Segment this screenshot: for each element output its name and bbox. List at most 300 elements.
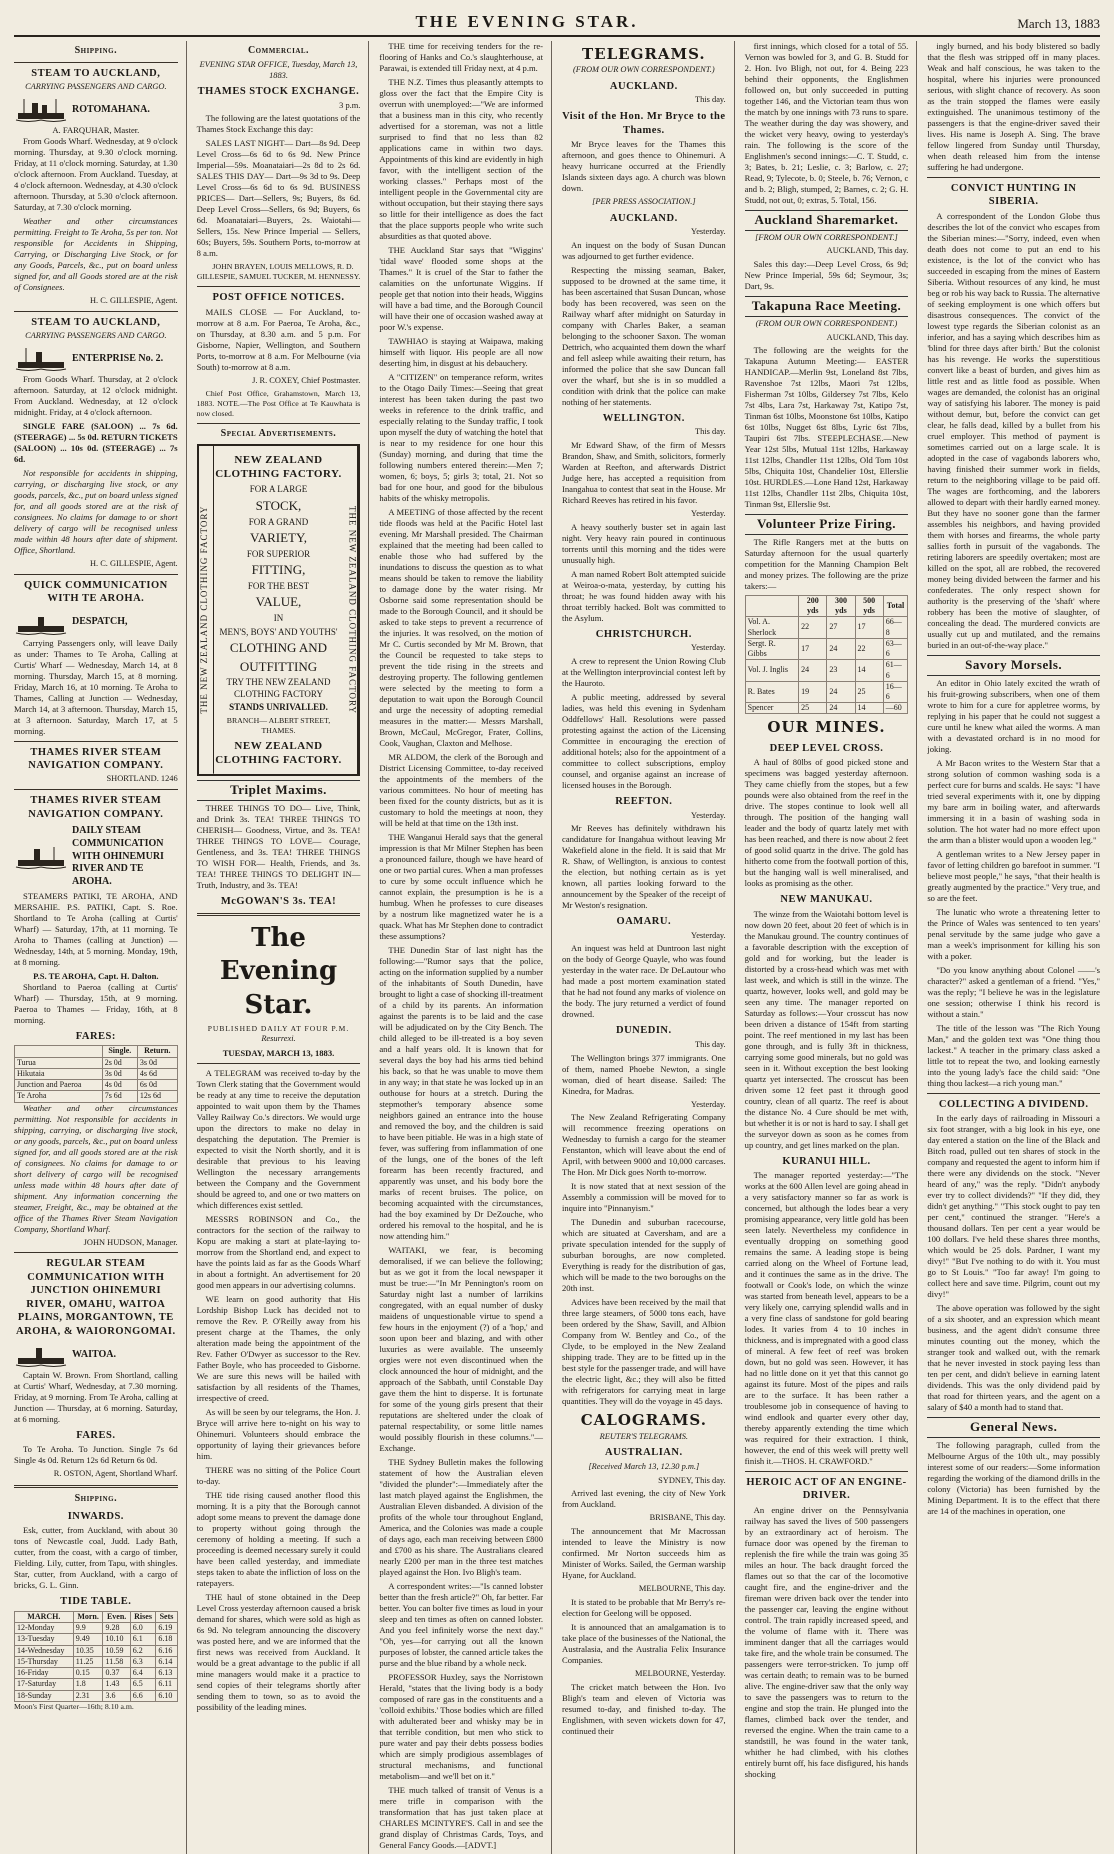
news-paragraph: A man named Robert Bolt attempted suicide at Weiroa-o-mata, yesterday, by cutting his throat; he was found hidden away with his throat terribly hacked. Bolt was committed to the Asylum. xyxy=(562,568,726,623)
sailing-schedule: Shortland to Paeroa (calling at Curtis' Wharf) — Thursday, 15th, at 9 morning. Paeroa to Thames — Friday, 16th, at 8 morning. xyxy=(14,982,178,1026)
ship-name: ROTOMAHANA. xyxy=(72,103,150,115)
table-cell: 17 xyxy=(799,638,827,659)
leader-date: TUESDAY, MARCH 13, 1883. xyxy=(222,1048,335,1059)
stock-quotations: SALES LAST NIGHT— Dart—8s 9d. Deep Level Cross—6s 6d to 6s 9d. New Prince Imperial—59s. Moanataiari—2s 8d to 2s 6d. SALES THIS DAY— Dart—9s 3d to 9s. Deep Level Cross—6s 6d to 6s 9d. BUSINESS PRICES— Dart—Sellers, 9s; Buyers, 8s 6d. Deep Level Cross—Sellers, 6s 9d; Buyers, 6s 6d. Moanataiari—Buyers, 2s. Waiotahi—Sellers, 15s. New Prince Imperial — Sellers, 60s; Buyers, 59s. Southern Ports, to-morrow at 8 a.m. xyxy=(196,138,361,259)
article-heading: Savory Morsels. xyxy=(927,655,1100,676)
table-cell: 24 xyxy=(827,638,855,659)
received-note: [Received March 13, 12.30 p.m.] xyxy=(588,1461,700,1471)
news-paragraph: An editor in Ohio lately excited the wrath of his fruit-growing subscribers, when one of them wrote to him for a cure for appletree worms, by replying in his paper that he could not suggest a cure until he knew what ailed the worms. A man with a devastated orchard is in no mood for joking. xyxy=(927,677,1100,754)
leader-paragraph: THERE was no sitting of the Police Court to-day. xyxy=(196,1465,361,1487)
fares-heading: FARES: xyxy=(75,1031,116,1043)
news-paragraph: Arrived last evening, the city of New York from Auckland. xyxy=(562,1488,726,1510)
paper-nameplate: The Evening Star. xyxy=(219,923,338,1020)
news-paragraph: It is stated to be probable that Mr Berry's re-election for Geelong will be opposed. xyxy=(562,1596,726,1618)
table-row xyxy=(15,1091,178,1102)
table-row xyxy=(15,1690,178,1701)
table-cell: 0.15 xyxy=(73,1668,103,1679)
agent-signature: JOHN HUDSON, Manager. xyxy=(83,1237,178,1247)
table-cell: 6.18 xyxy=(156,1634,177,1645)
news-paragraph: "Do you know anything about Colonel ——'s character?" asked a gentleman of a friend. "Yes," was the reply; "I believe he was in the legislature one session; otherwise I think his record is without a stain." xyxy=(927,964,1100,1019)
leader-paragraph: THE haul of stone obtained in the Deep Level Cross yesterday afternoon caused a brisk demand for shares, which were sold as high as 6s 9d. No telegram announcing the discovery was posted here, and we are informed that the first news was received from Auckland. It would be a great advantage to the public if all mine managers would make it a practice to send copies of their telegrams shortly after sending them to town, so as to avoid the possibility of the leading mines. xyxy=(196,1592,361,1713)
table-cell: 66—8 xyxy=(883,617,908,638)
tide-note: Moon's First Quarter—16th; 8.10 a.m. xyxy=(14,1701,134,1711)
dateline: Yesterday. xyxy=(690,227,726,237)
place-heading: OAMARU. xyxy=(616,916,672,928)
table-cell: 16—6 xyxy=(883,681,908,702)
ad-side-text: THE NEW ZEALAND CLOTHING FACTORY xyxy=(199,446,214,774)
ad-branch: BRANCH— ALBERT STREET, THAMES. xyxy=(226,715,331,735)
section-heading: Special Advertisements. xyxy=(220,427,337,439)
ad-line: STANDS UNRIVALLED. xyxy=(229,702,328,713)
table-cell: 9.28 xyxy=(103,1623,130,1634)
time-stamp: 3 p.m. xyxy=(339,100,361,110)
news-paragraph: The cricket match between the Hon. Ivo Bligh's team and eleven of Victoria was resumed to-day, and finished to-day. The Englishmen, with seven wickets down for 47, continued their xyxy=(562,1681,726,1736)
ad-heading: STEAM TO AUCKLAND, xyxy=(31,67,161,79)
table-cell: 1.43 xyxy=(103,1679,130,1690)
news-paragraph: TAWHIAO is staying at Waipawa, making himself with liquor. His people are all now deserting him, in disgust at his debauchery. xyxy=(379,336,543,368)
news-paragraph: It is now stated that at next session of the Assembly a commission will be moved for to inquire into "Pinnanyism." xyxy=(562,1181,726,1214)
shipping-notice: Not responsible for accidents in shipping, carrying, or discharging live stock, or any goods, parcels, &c., put on board unless signed for, and all goods stored are at the risk of consignees. No claims for damage to or short delivery of cargo will be recognised unless made within 48 hours after date of shipment. Office, Shortland. xyxy=(14,467,178,555)
tide-col: Rises xyxy=(130,1611,156,1622)
dateline: MELBOURNE, Yesterday. xyxy=(635,1668,726,1678)
news-paragraph: The announcement that Mr Macrossan intended to leave the Ministry is now confirmed. Mr Norton succeeds him as Minister of Works. Sailed, the German warship Hyane, for Auckland. xyxy=(562,1526,726,1580)
score-col xyxy=(745,595,799,616)
table-cell: 9.9 xyxy=(73,1623,103,1634)
table-cell: 25 xyxy=(799,703,827,714)
ad-title: NEW ZEALAND CLOTHING FACTORY. xyxy=(215,739,342,766)
table-cell: 14 xyxy=(855,660,883,681)
table-row xyxy=(15,1645,178,1656)
news-paragraph: A gentleman writes to a New Jersey paper in favor of letting children go barefoot in summer. "I believe most people," he says, "that their health is greatly augmented by the practice." Very true, and so are the feet. xyxy=(927,848,1100,903)
ad-line: FOR A GRAND xyxy=(248,516,309,527)
table-cell: R. Bates xyxy=(745,681,799,702)
table-cell: 22 xyxy=(855,638,883,659)
divider xyxy=(197,423,361,424)
fares-col xyxy=(15,1046,103,1057)
table-cell: 24 xyxy=(827,703,855,714)
table-cell: 3.6 xyxy=(103,1690,130,1701)
ship-name: P.S. TE AROHA, Capt. H. Dalton. xyxy=(33,971,159,982)
dateline: BRISBANE, This day. xyxy=(649,1513,726,1523)
table-cell: Te Aroha xyxy=(15,1091,103,1102)
tide-col: Sets xyxy=(156,1611,177,1622)
article-heading: Takapuna Race Meeting. xyxy=(745,296,909,317)
clothing-factory-ad xyxy=(197,444,361,776)
table-cell: 18-Sunday xyxy=(15,1690,74,1701)
ad-heading: QUICK COMMUNICATION WITH TE AROHA. xyxy=(23,579,168,605)
ad-heading: STEAM TO AUCKLAND, xyxy=(31,316,161,328)
table-row xyxy=(745,638,908,659)
article-heading: KURANUI HILL. xyxy=(782,1155,871,1167)
news-paragraph: THE N.Z. Times thus pleasantly attempts to gloss over the fact that the Empire City is overrun with unemployed:—"We are informed that a business man in this city, who recently advertised for a storeman, was not a little surprised to find that no less than 82 applications came in within two days. Appointments of this kind are evidently in high favor, with the intelligent section of the working classes." Perhaps most of the intelligent people in the Governmental city are without occupation, but their staying there says so little for their intelligence as does the fact that the place supports people who write such absurdities as that quoted above. xyxy=(379,77,543,241)
news-paragraph: An engine driver on the Pennsylvania railway has saved the lives of 500 passengers by an extraordinary act of heroism. The furnace door was opened by the fireman to replenish the fire while the train was going 35 miles an hour. The back draught forced the flames out so that the car of the locomotive caught fire, and the engine-driver and the fireman were driven back over the tender into the passenger car, leaving the engine without control. The train rapidly increased speed, and the volume of flame with it. There was imminent danger that all the carriages would take fire, and the whole train be consumed. The passengers were terror-stricken. To jump off was certain death; to remain was to be burned alive. The engine-driver saw that the only way to save the passengers was to return to the engine and stop the train. He plunged into the flames, climbed back over the tender, and reversed the engine. When the train came to a standstill, he was found in the water tank, whither he had climbed, with his clothes entirely burnt off, his face disfigured, his hands shocking xyxy=(744,1504,909,1779)
dateline: AUCKLAND, This day. xyxy=(826,332,909,342)
section-subheading: [PER PRESS ASSOCIATION.] xyxy=(592,197,696,206)
divider xyxy=(14,789,178,790)
table-cell: 17 xyxy=(855,617,883,638)
place-heading: REEFTON. xyxy=(615,796,673,808)
table-cell: 7s 6d xyxy=(102,1091,137,1102)
section-heading: OUR MINES. xyxy=(767,718,886,737)
section-subheading: (FROM OUR OWN CORRESPONDENT.) xyxy=(572,65,715,75)
dateline: Yesterday. xyxy=(690,509,726,519)
news-paragraph: Mr Reeves has definitely withdrawn his candidature for Inangahua without leaving Mr Wakefield alone in the field. It is said that Mr R. Shaw, of Wellington, is anxious to contest the election, but nothing certain as is yet known, all parties looking forward to the announcement by the Speaker of the receipt of Mr Weston's resignation. xyxy=(562,823,726,911)
column-6 xyxy=(927,41,1100,1854)
column-3 xyxy=(379,41,552,1854)
table-cell: 11.25 xyxy=(73,1656,103,1667)
divider xyxy=(14,1252,178,1253)
divider xyxy=(197,1063,361,1064)
leader-paragraph: A TELEGRAM was received to-day by the Town Clerk stating that the Government would be ready at any time to receive the deputation appointed to wait upon them by the Thames Valley Railway Co.'s directors. We would urge upon the directors to make no delay in despatching the deputation. The Premier is expected to visit the North shortly, and it is desirable that previous to his leaving Wellington the necessary arrangements between the Company and the Government should be agreed to, and one or two matters on which differences exist settled. xyxy=(196,1068,361,1211)
table-cell: 24 xyxy=(827,681,855,702)
dateline: EVENING STAR OFFICE, Tuesday, March 13, 1883. xyxy=(199,59,358,80)
fares-table xyxy=(14,1045,178,1102)
place-heading: WELLINGTON. xyxy=(602,412,685,424)
news-paragraph: The Wellington brings 377 immigrants. One of them, named Phoebe Newton, a single woman, died of heart disease. Sailed: The Kinedra, for Madras. xyxy=(562,1052,726,1096)
article-heading: AUSTRALIAN. xyxy=(605,1447,683,1459)
news-paragraph: THE Wanganui Herald says that the general impression is that Mr Milner Stephen has been a pronounced failure, though we have heard of one or two partial cures. When a man professes to cure by some occult influence which he cannot explain, the presumption is he is a humbug. When he professes to cure diseases by a nostrum like magnetized water he is a quack. What has Mr Stephen done to contradict these assumptions? xyxy=(379,832,543,941)
ad-line: FOR A LARGE xyxy=(249,484,308,495)
column-2 xyxy=(197,41,370,1854)
leader-paragraph: THE tide rising caused another flood this morning. It is a pity that the Borough cannot adopt some means to prevent the damage done to property without going through the ceremony of holding a meeting. If such a proceeding is deemed necessary surely it could have been called yesterday, and immediate steps taken to abate the infliction of loss on the ratepayers. xyxy=(196,1490,361,1589)
news-paragraph: A MEETING of those affected by the recent tide floods was held at the Pacific Hotel last evening. Mr Marshall presided. The Chairman explained that the meeting had been called to enable those who had suffered by the inundations to discuss the question as to what means should be taken to remove the liability to damage done by the water rising. Mr Osborne said some representation should be made to the Borough Council, and it should be asked to take steps to prevent a recurrence of the injuries. It was resolved, on the motion of Mr C. Curtis seconded by Mr M. Brown, that the Council be requested to take steps to prevent the tide rising in the streets and destroying property. The following gentlemen were selected by the meeting to form a deputation to wait upon the Borough Council and urge the necessity of adopting remedial measures in the matter:— Messrs Marshall, Brown, McCaul, McGregor, Frater, Collins, Cook, Vaughan, Claxton and Melhose. xyxy=(379,507,543,748)
ad-word: VALUE, xyxy=(255,594,302,610)
agent-signature: R. OSTON, Agent, Shortland Wharf. xyxy=(53,1469,178,1479)
score-col: 200 yds xyxy=(799,595,827,616)
divider xyxy=(927,1093,1100,1094)
ship-ad xyxy=(14,346,178,372)
dateline: This day. xyxy=(695,427,726,437)
ship-name: DESPATCH, xyxy=(72,616,128,628)
article-heading: COLLECTING A DIVIDEND. xyxy=(938,1098,1089,1110)
news-paragraph: THE Sydney Bulletin makes the following statement of how the Australian eleven "divided the plunder":—Immediately after the last match played against the Englishmen, the Australian Eleven disbanded. A division of the profits of the whole tour throughout England, America, and the Colonies was made a couple of days ago, each man receiving between £800 and £700 as his share. The Australians cleared nearly £200 per man in the three test matches played against the Hon. Ivo Bligh's team. xyxy=(379,1457,543,1577)
table-cell: 14 xyxy=(855,703,883,714)
table-row xyxy=(745,617,908,638)
news-paragraph: Mr Edward Shaw, of the firm of Messrs Brandon, Shaw, and Smith, solicitors, formerly Warden at Reefton, and afterwards District Judge here, has accepted a requisition from Inangahua to contest that seat in the House. Mr Richard Reeves has retired in his favor. xyxy=(562,440,726,506)
ad-word: OUTFITTING xyxy=(239,658,318,674)
ad-line: FOR THE BEST xyxy=(247,580,310,591)
table-row xyxy=(15,1068,178,1079)
table-row xyxy=(15,1668,178,1679)
ad-text: THREE THINGS TO DO— Live, Think, and Drink 3s. TEA! THREE THINGS TO CHERISH— Goodness, Virtue, and 3s. TEA! THREE THINGS TO LOVE— Courage, Gentleness, and 3s. TEA! THREE THINGS TO WISH FOR— Health, Friends, and 3s. TEA! THREE THINGS TO DELIGHT IN— Truth, Industry, and 3s. TEA! xyxy=(196,802,361,890)
table-cell: 12s 6d xyxy=(137,1091,177,1102)
article-heading: CONVICT HUNTING IN SIBERIA. xyxy=(950,183,1077,208)
ship-ad xyxy=(14,97,178,123)
table-cell: 6.16 xyxy=(156,1645,177,1656)
table-cell: 17-Saturday xyxy=(15,1679,74,1690)
divider xyxy=(14,311,178,312)
leader-paragraph: WE learn on good authority that His Lordship Bishop Luck has decided not to remove the Rev. P. O'Reilly away from his present charge at the Thames, the only alteration made being the appointment of the Rev. Father O'Dwyer as successor to the Rev. Father Boyle, who has proceeded to Gisborne. We are sure this news will be hailed with satisfaction by all residents of the Thames, irrespective of creed. xyxy=(196,1294,361,1404)
table-cell: 27 xyxy=(827,617,855,638)
news-paragraph: A correspondent of the London Globe thus describes the lot of the convict who escapes from the Siberian mines:—"Sorry, indeed, even when death does not come to put an end to his existence, is the lot of the convict who has succeeded in escaping from the mines of Eastern Siberia. Without resources of any kind, he must beg or rob his way back to Russia. The alternative of seeking employment is one which offers but disastrous consequences. The convict of the lowest type regards the Siberian colonist as an inferior, and has a saying which describes him as 'blind for three days after birth.' But the colonist has his revenge. He works the superstitious convert like a beast of burden, and gives him as little rest and as little food as possible. When wages are demanded, the colonist has an original way of satisfying his laborer. The money is paid without demur, but, before the convict can get clear, he falls dead, killed by a bullet from his cruel employer. This method of payment is sometimes carried out on a large scale. It is adopted in the case of vagabonds laborers who, having finished their summer work in fields, return to the neighboring village to be paid off. The wages are forthcoming, and the laborers allowed to depart with their hardly earned money. But they have no sooner gone than the farmer assembles his neighbors, and having provided them with horses and firearms, the whole party sallies forth in pursuit of the vagabonds. The retiring laborers are speedily overtaken; most are killed on the spot, all are robbed, the recovered money being divided between the farmer and his confederates. The only respect shown for authority is the preserving of the 'shaft' where robbery has been the motive of slaughter, of concealing the dead. The murdered convicts are usually cut up and mutilated, and the remains buried in an out-of-the-way place." xyxy=(927,210,1100,650)
news-paragraph: The winze from the Waiotahi bottom level is now down 20 feet, about 20 feet of which is in the Manukau ground. The country continues of a favorable description with the exception of gold and for working, but the leader is distorted by a cross-head which was met with last week, and which is still in the winze. The quartz, however, looks well, and gold may be seen any time. The manager reported on Saturday as follows:—Your crosscut has now been driven a distance of 154ft from starting point. The reef mentioned in my last has been gone through, and is fully 3ft in thickness, carrying some good minerals, but no gold was seen in it. Without exception the best looking quartz yet intersected. The crosscut has been driven some 12 feet past it through good country, clean of all quartz. The reef is about the distance No. 4 Cure should be met with, but whether it is or not is hard to say. I shall get the surveyor down as soon as he comes from up country, and get lines marked on the plan. xyxy=(744,908,909,1150)
news-paragraph: Respecting the missing seaman, Baker, supposed to be drowned at the same time, it has been ascertained that Susan Duncan, whose body has been recovered, was seen on the Railway wharf after midnight on Saturday in company with Charles Baker, a seaman belonging to the schooner Saxon. The woman Dettrich, who acquainted them down the wharf and fell asleep while awaiting their return, has informed the police that she saw Duncan fall over the wharf, but she is in so muddled a condition with drink that the police can make nothing of her statements. xyxy=(562,264,726,407)
news-paragraph: The lunatic who wrote a threatening letter to the Prince of Wales was sentenced to ten years' penal servitude by the same judge who gave a man a week's imprisonment for killing his son with a poker. xyxy=(927,906,1100,961)
article-heading: Auckland Sharemarket. xyxy=(745,210,909,231)
fares-col: Single. xyxy=(102,1046,137,1057)
news-paragraph: first innings, which closed for a total of 55. Vernon was bowled for 3, and G. B. Studd for 2. Hon. Ivo Bligh, not out, for 4. Being 223 behind their opponents, the Englishmen followed on, but only succeeded in putting together 146, and the Victorian team thus won the match by one innings with 73 runs to spare. The weather during the day was showery, and the wicket very heavy, owing to yesterday's rain. The following is the score of the Englishmen's second innings:—C. T. Studd, c. 3; Bates, b. 21; Leslie, c. 3; Barlow, c. 27; Read, 9; Tylecote, b. 0; Steele, b. 76; Vernon, c and b. 2; Bligh, stumped, 2; Barnes, c. 2; G. H. Studd, not out, 0; extras, 5. Total, 156. xyxy=(744,41,909,205)
news-paragraph: THE Dunedin Star of last night has the following:—"Rumor says that the police, acting on the information supplied by a number of the inhabitants of South Dunedin, have brought to light a case of shocking ill-treatment of a child by its parents. An information against the parents is to be laid and the case will be adjudicated on by the City Bench. The child alleged to be ill-treated is a boy seven and a half years old. It is known that for several days the boy had his arms tied behind his back, so that he was unable to move them in any way; in that state he was locked up in an outhouse for hours at a stretch. During the stepmother's temporary absence some neighbors gained an entrance into the house and removed the boy, and the children is said to have been pitiable. He was in a high state of fever, was suffering from inflammation of one of the lungs, one of the bones of the left forearm has been recently fractured, and apparently was unset, and his body bore the marks of recent bruises. The police, on becoming acquainted with the circumstances, had the boy examined by Dr DeZouche, who ordered his removal to the hospital, and he is now attending him." xyxy=(379,945,543,1241)
place-heading: AUCKLAND. xyxy=(609,80,678,92)
ship-name: WAITOA. xyxy=(72,1348,116,1360)
table-cell: 61—6 xyxy=(883,660,908,681)
ad-subheading: CARRYING PASSENGERS AND CARGO. xyxy=(25,331,167,341)
news-paragraph: A crew to represent the Union Rowing Club at the Wellington interprovincial contest left by the Hauroto. xyxy=(562,656,726,689)
ship-name: ENTERPRISE No. 2. xyxy=(72,352,164,364)
section-subheading: (FROM OUR OWN CORRESPONDENT.) xyxy=(755,318,898,328)
ad-title: NEW ZEALAND CLOTHING FACTORY. xyxy=(215,454,342,481)
columns xyxy=(14,41,1100,1850)
column-1 xyxy=(14,41,187,1854)
news-paragraph: A heavy southerly buster set in again last night. Very heavy rain poured in continuous torrents until this morning and the tides were unusually high. xyxy=(562,521,726,565)
steamship-icon xyxy=(14,97,68,123)
article-text: MAILS CLOSE — For Auckland, to-morrow at 8 a.m. For Paeroa, Te Aroha, &c., on Thursday, at 8.30 a.m. and 5 p.m. For Gisborne, Napier, Wellington, and Southern Ports, to-morrow at 8 a.m. For Melbourne (via South) to-morrow at 8 a.m. xyxy=(196,306,361,372)
section-subheading: REUTER'S TELEGRAMS. xyxy=(599,1431,688,1441)
table-cell: —60 xyxy=(883,703,908,714)
news-paragraph: THE time for receiving tenders for the re-flooring of Hanks and Co.'s slaughterhouse, at Parawai, is extended till Friday next, at 4 p.m. xyxy=(379,41,543,73)
steamship-icon xyxy=(14,844,68,870)
prize-firing-table xyxy=(745,595,909,715)
news-paragraph: PROFESSOR Huxley, says the Norristown Herald, "states that the living body is a body composed of rare gas in the constituents and a 'colloid exhibits.' Those bodies which are filled with adulterated beer and whisky may be in that terrible condition, but men who stick to pure water and pay their debts possess bodies which are simply prodigious assemblages of structural mechanisms, and functional metabolism—and we'll bet on it." xyxy=(379,1672,543,1781)
news-paragraph: The New Zealand Refrigerating Company will recommence freezing operations on Wednesday to furnish a cargo for the steamer Fenstanton, which will leave about the end of April, with between 9000 and 10,000 carcases. The Hon. Mr Dick goes North to-morrow. xyxy=(562,1112,726,1178)
ad-heading: Triplet Maxims. xyxy=(197,780,361,801)
news-paragraph: A Mr Bacon writes to the Western Star that a strong solution of common washing soda is a perfect cure for burns and scalds. He says: "I have tried several experiments with it, one by dipping my bare arm in boiling water, and afterwards immersing it in a basin of washing soda in solution. The hot water had no more effect upon the arm than a blister would upon a wooden leg." xyxy=(927,757,1100,845)
dateline: Yesterday. xyxy=(690,930,726,940)
steamship-icon xyxy=(14,346,68,372)
table-cell: 6.2 xyxy=(130,1645,156,1656)
table-cell: 3s 0d xyxy=(102,1068,137,1079)
article-heading: HEROIC ACT OF AN ENGINE-DRIVER. xyxy=(746,1476,907,1502)
place-heading: CHRISTCHURCH. xyxy=(595,628,692,640)
table-cell: 10.10 xyxy=(103,1634,130,1645)
agent-signature: H. C. GILLESPIE, Agent. xyxy=(89,295,178,305)
ad-heading: THAMES RIVER STEAM NAVIGATION COMPANY. xyxy=(28,795,164,820)
news-paragraph: The above operation was followed by the sight of a six shooter, and an expression which meant business, and the agent didn't consume three minutes counting out the money, which the stranger took and walked out, with the remark that he never invested in stock paying less than ten per cent, and didn't believe in earning latent dividends. This was the only dividend paid by that road for thirteen years, and the agent on a salary of $40 a month had to stand that. xyxy=(927,1302,1100,1412)
dateline: This day. xyxy=(695,1039,726,1049)
news-paragraph: Advices have been received by the mail that three large steamers, of 5000 tons each, have been ordered by the Shaw, Savill, and Albion Company from W. Bentley and Co., of the Clyde, to be employed in the New Zealand shipping trade. They are to be fitted up in the best style for the passenger trade, and will have the electric light, &c.; they will also be fitted with refrigerators for carrying meat in large quantities. They will do the voyage in 45 days. xyxy=(562,1297,726,1407)
table-cell: 12-Monday xyxy=(15,1623,74,1634)
table-cell: 25 xyxy=(855,681,883,702)
table-cell: Hikutaia xyxy=(15,1068,103,1079)
ad-line: IN xyxy=(273,613,284,624)
ad-line: FOR SUPERIOR xyxy=(246,548,311,559)
masthead xyxy=(14,10,1100,37)
dateline: SYDNEY, This day. xyxy=(658,1475,726,1485)
table-cell: 1.8 xyxy=(73,1679,103,1690)
sailing-schedule: From Goods Wharf. Wednesday, at 9 o'clock morning. Thursday, at 9.30 o'clock morning. Friday, at 11 o'clock morning. Saturday, at 1.30 o'clock afternoon. From Auckland. Tuesday, at 4 o'clock afternoon. Wednesday, at 4.30 o'clock afternoon. Thursday, at 5.30 o'clock afternoon. Saturday, at 7.30 o'clock morning. xyxy=(14,135,178,212)
divider xyxy=(14,62,178,63)
news-paragraph: The following paragraph, culled from the Melbourne Argus of the 10th ult., may possibly interest some of our readers:—Some information regarding the working of the diamond drills in the colony (Victoria) has been furnished by the Mining Department. It is to the effect that there are 14 of the machines in operation, one xyxy=(927,1439,1100,1516)
article-text: The following are the latest quotations of the Thames Stock Exchange this day: xyxy=(196,113,361,135)
table-row xyxy=(15,1057,178,1068)
ad-signature: McGOWAN'S 3s. TEA! xyxy=(220,895,337,907)
table-cell: 6.6 xyxy=(130,1690,156,1701)
table-cell: Sergt. R. Gibbs xyxy=(745,638,799,659)
table-cell: 3s 0d xyxy=(137,1057,177,1068)
divider xyxy=(14,741,178,742)
news-paragraph: The title of the lesson was "The Rich Young Man," and the golden text was "One thing thou lackest." A teacher in the primary class asked a little tot to repeat the two, and looking earnestly into the young lady's face the child said: "One thing thou lackest—a rich young man." xyxy=(927,1022,1100,1088)
dateline: Yesterday. xyxy=(690,643,726,653)
dateline: Yesterday. xyxy=(690,810,726,820)
table-cell: 6.11 xyxy=(156,1679,177,1690)
table-cell: 19 xyxy=(799,681,827,702)
table-row xyxy=(15,1634,178,1645)
section-heading: TELEGRAMS. xyxy=(582,45,706,63)
prize-firing-body xyxy=(745,617,908,714)
table-cell: 23 xyxy=(827,660,855,681)
ad-line: MEN'S, BOYS' AND YOUTHS' xyxy=(219,626,338,637)
table-cell: 4s 6d xyxy=(137,1068,177,1079)
fares-text: To Te Aroha. To Junction. Single 7s 6d Single 4s 0d. Return 12s 6d Return 6s 0d. xyxy=(14,1444,178,1466)
news-paragraph: The Rifle Rangers met at the butts on Saturday afternoon for the usual quarterly competition for the Manning Champion Belt and money prizes. The following are the prize takers:— xyxy=(744,536,909,591)
article-heading: NEW MANUKAU. xyxy=(780,894,873,906)
table-cell: 6.13 xyxy=(156,1668,177,1679)
dateline: AUCKLAND, This day. xyxy=(826,246,909,256)
news-paragraph: The Dunedin and suburban racecourse, which are situated at Caversham, and are a private speculation intended for the supply of suburban boroughs, are now completed. Everything is ready for the distribution of gas, which will be made to the two boroughs on the 20th inst. xyxy=(562,1217,726,1294)
news-paragraph: THE much talked of transit of Venus is a mere trifle in comparison with the transformation that has just taken place at CHARLES MCINTYRE'S. Call in and see the grand display of Christmas Cards, Toys, and General Fancy Goods.—[ADVT.] xyxy=(379,1785,543,1850)
table-cell: 6.5 xyxy=(130,1679,156,1690)
paper-title: THE EVENING STAR. xyxy=(415,12,639,31)
news-paragraph: THE Auckland Star says that "Wiggins' 'tidal wave' flooded some shops at the Thames." It is cruel of the Star to father the calamities on the unfortunate Wiggins. If people get that notion into their heads, Wiggins will have a bad time, and the Borough Council will have their one of occasion washed away at poor W.'s expense. xyxy=(379,245,543,332)
dateline: This day. xyxy=(695,95,726,105)
table-cell: Junction and Paeroa xyxy=(15,1080,103,1091)
news-paragraph: An inquest was held at Duntroon last night on the body of George Quayle, who was found yesterday in the water race. Dr DeLautour who had made a post mortem examination stated that he had not found any marks of violence on the body. The jury returned a verdict of found drowned. xyxy=(562,943,726,1020)
news-paragraph: ingly burned, and his body blistered so badly that the flesh was stripped off in many places. Weak and half conscious, he was taken to the hospital, where his injuries were pronounced serious, with slight chance of recovery. As soon as the train stopped the flames were easily extinguished. The unanimous testimony of the passengers is that the engine-driver saved their lives. His name is Joseph A. Sing. The brave fellow lingered from Sunday until Thursday, when death released him from the intense suffering he had undergone. xyxy=(927,41,1100,172)
table-cell: 14-Wednesday xyxy=(15,1645,74,1656)
table-row xyxy=(15,1623,178,1634)
news-paragraph: Sales this day:—Deep Level Cross, 6s 9d; New Prince Imperial, 59s 6d; Seymour, 3s; Dart, 9s. xyxy=(744,259,909,292)
section-heading: Commercial. xyxy=(247,45,310,56)
tide-table-body xyxy=(15,1623,178,1702)
dateline: MELBOURNE, This day. xyxy=(638,1584,726,1593)
news-paragraph: A haul of 80lbs of good picked stone and specimens was bagged yesterday afternoon. They came chiefly from the stopes, but a few pounds were also obtained from the reef in the drive. The stopes continue to look well all through. The position of the hanging wall leader and the body of quartz lately met with has been reached, and there is now about 2 feet of good solid quartz in the drive. The gold has hitherto come from the footwall portion of this, but the hanging wall is well mineralised, and looks as promising as the other. xyxy=(744,757,909,889)
place-heading: AUCKLAND. xyxy=(609,212,678,224)
news-paragraph: A correspondent writes:—"Is canned lobster better than the fresh article?" Oh, far better. Far better. You can bolter five times as loud in your sleep and ten times as often on canned lobster. And you feel infinitely worse the next day." "Oh, yes—for carrying out all the known purposes of lobster, the canned article takes the purse and the blue riband by a whole neck. xyxy=(379,1581,543,1668)
table-cell: 16-Friday xyxy=(15,1668,74,1679)
table-cell: 10.35 xyxy=(73,1645,103,1656)
table-row xyxy=(15,1080,178,1091)
news-paragraph: WAITAKI, we fear, is becoming demoralised, if we can believe the following; but as we got it from the local newspaper it must be true:—"In Mr Pennington's room on Saturday night last a number of larrikins congregated, with an equal number of dusky maidens of unquestionable virtue to spend a few hours in the enjoyment (?) of a 'hop,' and soon upon beer and blazing, and with other luxuries as were available. The unseemly orgies were not even discontinued when the clock announced the hour of midnight, and the approach of the Sabbath, until Constable Day gave them the hint to disperse. It is fortunate for some of the young girls present that their reputations are sheltered under the cloak of paternal respectability, or some little names would possibly flourish in these columns."—Exchange. xyxy=(379,1245,543,1453)
news-paragraph: A "CITIZEN" on temperance reform, writes to the Otago Daily Times:—Seeing that great interest has been taken during the past two weeks in reference to the drink traffic, and especially relating to the Sunday traffic, I took upon myself the duty of watching the hotel that is near to my residence for one hour this (Sunday) morning, and during that time the following numbers entered therein:—Men 7; women, 6; boys, 5; girls 3; total, 21. Not so bad for one hour, and good for the bibulous habits of the whisky metropolis. xyxy=(379,372,543,503)
paper-date: March 13, 1883 xyxy=(1017,16,1100,31)
section-subheading: [FROM OUR OWN CORRESPONDENT.] xyxy=(755,232,898,242)
tide-col: MARCH. xyxy=(15,1611,74,1622)
article-heading: THAMES STOCK EXCHANGE. xyxy=(197,86,360,98)
divider xyxy=(14,1485,178,1488)
table-row xyxy=(745,660,908,681)
table-cell: Turua xyxy=(15,1057,103,1068)
ship-name: DAILY STEAM COMMUNICATION WITH OHINEMURI RIVER AND TE AROHA. xyxy=(72,825,164,888)
ad-word: STOCK, xyxy=(255,497,302,513)
table-cell: 6.1 xyxy=(130,1634,156,1645)
section-heading: Shipping. xyxy=(74,45,118,56)
tide-col: Even. xyxy=(103,1611,130,1622)
ship-ad xyxy=(14,610,178,636)
section-heading: Shipping. xyxy=(74,1493,118,1505)
article-heading: POST OFFICE NOTICES. xyxy=(212,292,345,304)
news-paragraph: The manager reported yesterday:—"The works at the 600 Allen level are going ahead in a very satisfactory manner so far as work is concerned, but although the lodes bear a very promising appearance, very little gold has been seen lately. Nevertheless my confidence in eventually dropping on something good remains the same. A leading stope is being carried along on the Wheel of Fortune lead, and it continues the same as in the drive. The footwall or Cook's lode, on which the winze was started from beneath level, appears to be a very likely one, carrying splendid walls and in a very fine class of sandstone for gold bearing lodes. It varies from 4 to 10 inches in thickness, and is impregnated with a good class of mineral. A few feet of reef was broken down, but no gold was seen. However, it has had no little done on it yet that this cannot go against its future. Most of the pipes and rails are to the surface. It has been rather a troublesome job in consequence of having to wind endlook and quarter every other day, thereby apparently extending the time which was required for their extraction. I think, however, the end of this week will pretty well finish it.—THOS. H. CRAWFORD." xyxy=(744,1169,909,1466)
fares-heading: FARES. xyxy=(76,1430,116,1442)
article-heading: DEEP LEVEL CROSS. xyxy=(769,742,884,754)
shipping-notice: Weather and other circumstances permitting. Not responsible for accidents in shipping, carrying, or discharging live stock, or any goods, parcels, &c., put on board unless signed for, and all goods stored are at the risk of consignees. No claims for damage to or short delivery of cargo will be recognised unless made within 48 hours after date of shipment. Any information concerning the steamer, Freight, &c., may be obtained at the office of the Thames River Steam Navigation Company, Shortland Wharf. xyxy=(14,1102,178,1234)
tide-table-heading: TIDE TABLE. xyxy=(60,1596,132,1608)
table-row xyxy=(15,1656,178,1667)
article-heading: Visit of the Hon. Mr Bryce to the Thames. xyxy=(562,111,726,136)
ad-side-text: THE NEW ZEALAND CLOTHING FACTORY xyxy=(343,446,358,774)
shipping-notice: Weather and other circumstances permitting. Freight to Te Aroha, 5s per ton. Not responsible for Accidents in Shipping, Carrying, or Discharging Live Stock, or for any Goods, Parcels, &c., put on board unless signed for, and all Goods stored are at the risk of Consignees. xyxy=(14,215,178,292)
table-cell: 2.31 xyxy=(73,1690,103,1701)
news-paragraph: An inquest on the body of Susan Duncan was adjourned to get further evidence. xyxy=(562,239,726,261)
news-paragraph: In the early days of railroading in Missouri a six foot stranger, with a big look in his eye, one day entered a station on the line of the Black and Bitch road, pulled out ten shares of stock in the company and requested the agent to inform him if there were any dividends on the stock. "Never heard of any," was the reply. "Didn't anybody ever try to collect dividends?" "If they did, they didn't get anything." "This stock ought to pay ten per cent," continued the stranger. "Here's a thousand dollars. Ten per cent a year would be 100 dollars. I've held these shares three months, which would be 25 dols. Pardner, I want my divy!" "But I've nothing to do with it. You must go to St Louis." "Too far away! I'm going to collect here and save time. Pilgrim, count out my divy!" xyxy=(927,1112,1100,1299)
divider xyxy=(197,913,361,916)
section-heading: CALOGRAMS. xyxy=(580,1411,707,1430)
broker-names: JOHN BRAYEN, LOUIS MELLOWS, R. D. GILLESPIE, SAMUEL TUCKER, M. HENNESSY. xyxy=(196,262,361,282)
table-cell: 63—6 xyxy=(883,638,908,659)
article-heading: General News. xyxy=(927,1417,1100,1438)
sailing-schedule: Captain W. Brown. From Shortland, calling at Curtis' Wharf, Wednesday, at 7.30 morning. Friday, at 9 morning. From Te Aroha, calling at Junction — Thursday, at 6 morning. Saturday, at 6 morning. xyxy=(14,1370,178,1425)
table-cell: 6.10 xyxy=(156,1690,177,1701)
divider xyxy=(197,286,361,287)
table-cell: 6.4 xyxy=(130,1668,156,1679)
tide-table xyxy=(14,1611,178,1702)
table-cell: Spencer xyxy=(745,703,799,714)
news-paragraph: It is announced that an amalgamation is to take place of the businesses of the National, the Australasia, and the Australia Felix Insurance Companies. xyxy=(562,1621,726,1665)
table-cell: 6s 0d xyxy=(137,1080,177,1091)
agent-signature: H. C. GILLESPIE, Agent. xyxy=(89,558,178,568)
ship-ad xyxy=(14,1342,178,1368)
table-cell: 9.49 xyxy=(73,1634,103,1645)
ad-heading: THAMES RIVER STEAM NAVIGATION COMPANY. xyxy=(28,746,164,771)
divider xyxy=(927,177,1100,178)
table-cell: 13-Tuesday xyxy=(15,1634,74,1645)
ship-master: A. FARQUHAR, Master. xyxy=(52,124,140,135)
table-row xyxy=(15,1679,178,1690)
paper-publishing-note: PUBLISHED DAILY AT FOUR P.M. xyxy=(207,1023,350,1033)
tide-col: Morn. xyxy=(73,1611,103,1622)
table-cell: 6.19 xyxy=(156,1623,177,1634)
score-col: Total xyxy=(883,595,908,616)
table-cell: 11.58 xyxy=(103,1656,130,1667)
table-cell: 15-Thursday xyxy=(15,1656,74,1667)
table-cell: 6.14 xyxy=(156,1656,177,1667)
ad-heading: REGULAR STEAM COMMUNICATION WITH JUNCTION OHINEMURI RIVER, OMAHU, WAITOA PLAINS, MORGANTOWN, TE AROHA, & WAIORONGOMAI. xyxy=(16,1258,176,1337)
subsection-heading: INWARDS. xyxy=(67,1511,124,1522)
ad-subheading: CARRYING PASSENGERS AND CARGO. xyxy=(25,82,167,92)
news-paragraph: A public meeting, addressed by several ladies, was held this evening in Sydenham Oddfellows' Hall. Resolutions were passed protesting against the action of the Licensing Committee in encouraging the erection of additional hotels; also for the appointment of a committee to collect subscriptions, employ counsel, and organise against an increase of licensed houses in the Borough. xyxy=(562,692,726,791)
table-cell: 22 xyxy=(799,617,827,638)
sailing-schedule: From Goods Wharf. Thursday, at 2 o'clock afternoon. Saturday, at 12 o'clock midnight. From Auckland. Wednesday, at 12 o'clock midnight. Friday, at 4 o'clock afternoon. xyxy=(14,373,178,417)
dateline: Yesterday. xyxy=(690,1099,726,1109)
article-heading: Volunteer Prize Firing. xyxy=(745,514,909,535)
table-cell: Vol. J. Inglis xyxy=(745,660,799,681)
steamship-icon xyxy=(14,610,68,636)
place-heading: DUNEDIN. xyxy=(616,1025,672,1037)
table-cell: 6.3 xyxy=(130,1656,156,1667)
news-paragraph: Mr Bryce leaves for the Thames this afternoon, and goes thence to Ohinemuri. A heavy hurricane occurred at the Friendly Islands sixteen days ago. A church was blown down. xyxy=(562,139,726,193)
fares-text: SINGLE FARE (SALOON) ... 7s 6d. (STEERAGE) ... 5s 0d. RETURN TICKETS (SALOON) ... 10s 0d. (STEERAGE) ... 7s 6d. xyxy=(14,420,178,464)
news-paragraph: MR ALDOM, the clerk of the Borough and District Licensing Committee, to-day received the appointments of the members of the various committees. No hour of meeting has been fixed for the county districts, but as it is customary to hold the meetings at noon, they will be held at that time on the 13th inst. xyxy=(379,752,543,828)
table-cell: 4s 0d xyxy=(102,1080,137,1091)
ship-ad xyxy=(14,825,178,889)
sailing-schedule: Carrying Passengers only, will leave Daily as under: Thames to Te Aroha, Calling at Curtis' Wharf — Wednesday, March 14, at 8 morning. Thursday, March 15, at 8 morning. Friday, March 16, at 10 morning. Te Aroha to Thames, Calling at Junction — Wednesday, March 14, at 3 afternoon. Thursday, March 15, at 3 afternoon. Saturday, March 17, at 5 morning. xyxy=(14,637,178,736)
leader-paragraph: As will be seen by our telegrams, the Hon. J. Bryce will arrive here to-night on his way to Ohinemuri. Volunteers should embrace the opportunity of laying their grievances before him. xyxy=(196,1407,361,1462)
ad-word: FITTING, xyxy=(251,562,306,578)
column-5 xyxy=(745,41,918,1854)
table-cell: Vol. A. Sherlock xyxy=(745,617,799,638)
signature: J. R. COXEY, Chief Postmaster. xyxy=(252,375,361,385)
news-paragraph: The following are the weights for the Takapuna Autumn Meeting:— EASTER HANDICAP.—Merlin 9st, Loneland 8st 7lbs, Ravenshoe 7st 12lbs, Maori 7st 12lbs, Fisherman 7st 10lbs, Gildersey 7st 7lbs, Kelo 7st 4lbs, Lara 7st, Harkaway 7st, Katipo 7st, Tinman 6st 10lbs, Moonstone 6st 10lbs, Katipo 6st 10lbs, Nugget 6st 8lbs, Lyric 6st 7lbs, Taupiri 6st 7lbs. STEEPLECHASE.—New Year 12st 5lbs, Mutual 11st 12lbs, Harkaway 11st 12lbs, Chandler 11st 12lbs, Old Tom 10st 5lbs, Chiquita 10st, Chandelier 10st, Ellerslie 10st. HURDLES.—Lone Hand 12st, Harkaway 11st 12lbs, Chandler 11st 2lbs, Chiquita 10st, Tinman 9st, Ellerslie 9st. xyxy=(744,345,909,510)
sailing-schedule: STEAMERS PATIKI, TE AROHA, AND MERSAHIE. P.S. PATIKI, Capt. S. Roe. Shortland to Te Aroha (calling at Curtis' Wharf) — Saturday, 17th, at 11 morning. Te Aroha to Thames (calling at Junction) — Wednesday, 14th, at 5 morning. Monday, 19th, at 8 morning. xyxy=(14,891,178,968)
